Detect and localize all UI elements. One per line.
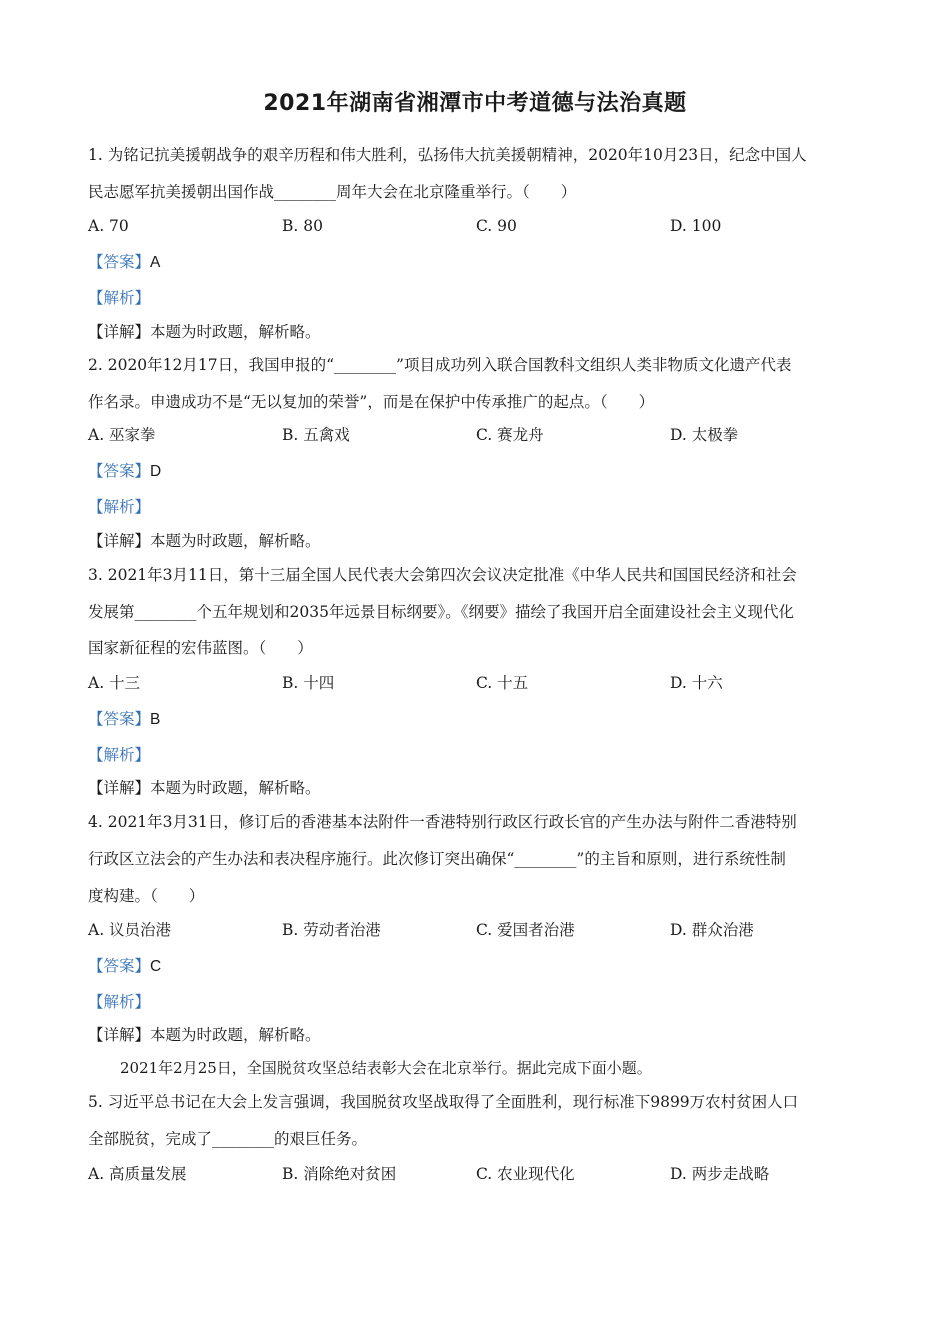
- question-5-option-a: A. 高质量发展: [88, 1165, 187, 1183]
- question-2-line-2: 作名录。申遗成功不是“无以复加的荣誉”，而是在保护中传承推广的起点。（ ）: [88, 393, 655, 411]
- question-3-analysis: [88, 745, 878, 765]
- detail-tag: 【详解】: [88, 779, 151, 797]
- question-2-option-c: C. 赛龙舟: [476, 426, 544, 444]
- question-3-option-c: C. 十五: [476, 674, 529, 692]
- question-4-option-b: B. 劳动者治港: [282, 921, 381, 939]
- question-1-analysis: [88, 288, 878, 308]
- question-3-line-3: 国家新征程的宏伟蓝图。（ ）: [88, 639, 313, 657]
- question-2-option-d: D. 太极拳: [670, 426, 739, 444]
- answer-tag: 【答案】: [88, 462, 151, 480]
- question-1-option-b: B. 80: [282, 217, 323, 235]
- question-5-option-b: B. 消除绝对贫困: [282, 1165, 397, 1183]
- question-5-option-d: D. 两步走战略: [670, 1165, 770, 1183]
- question-4-line-1: 4. 2021年3月31日，修订后的香港基本法附件一香港特别行政区行政长官的产生办法与附件二香港特别: [88, 813, 797, 831]
- analysis-tag: 【解析】: [88, 746, 151, 764]
- detail-tag: 【详解】: [88, 323, 151, 341]
- question-2-answer: [88, 461, 878, 482]
- answer-value: A: [150, 254, 161, 271]
- question-5-option-c: C. 农业现代化: [476, 1165, 575, 1183]
- analysis-tag: 【解析】: [88, 993, 151, 1011]
- question-4-detail: [88, 1025, 878, 1045]
- detail-text: 本题为时政题，解析略。: [150, 779, 321, 797]
- question-4-line-2: 行政区立法会的产生办法和表决程序施行。此次修订突出确保“________”的主旨和原则，进行系统性制: [88, 850, 786, 868]
- section-intro: 2021年2月25日，全国脱贫攻坚总结表彰大会在北京举行。据此完成下面小题。: [120, 1059, 652, 1077]
- analysis-tag: 【解析】: [88, 289, 151, 307]
- question-2-line-1: 2. 2020年12月17日，我国申报的“________”项目成功列入联合国教科文组织人类非物质文化遗产代表: [88, 356, 792, 374]
- question-4-line-3: 度构建。（ ）: [88, 887, 205, 905]
- question-3-option-b: B. 十四: [282, 674, 335, 692]
- question-4-answer: [88, 956, 878, 977]
- analysis-tag: 【解析】: [88, 498, 151, 516]
- detail-text: 本题为时政题，解析略。: [150, 532, 321, 550]
- answer-tag: 【答案】: [88, 253, 151, 271]
- question-2-analysis: [88, 497, 878, 517]
- question-5-line-1: 5. 习近平总书记在大会上发言强调，我国脱贫攻坚战取得了全面胜利，现行标准下9899万农村贫困人口: [88, 1093, 799, 1111]
- answer-tag: 【答案】: [88, 957, 151, 975]
- question-1-option-d: D. 100: [670, 217, 722, 235]
- question-1-option-c: C. 90: [476, 217, 517, 235]
- answer-value: C: [150, 958, 162, 975]
- question-1-detail: [88, 322, 878, 342]
- question-1-answer: [88, 252, 878, 273]
- question-3-line-1: 3. 2021年3月11日，第十三届全国人民代表大会第四次会议决定批准《中华人民共和国国民经济和社会: [88, 566, 797, 584]
- question-4-option-a: A. 议员治港: [88, 921, 172, 939]
- answer-value: B: [150, 711, 161, 728]
- question-4-option-d: D. 群众治港: [670, 921, 754, 939]
- question-1-option-a: A. 70: [88, 217, 129, 235]
- answer-tag: 【答案】: [88, 710, 151, 728]
- question-5-line-2: 全部脱贫，完成了________的艰巨任务。: [88, 1130, 368, 1148]
- detail-text: 本题为时政题，解析略。: [150, 1026, 321, 1044]
- question-3-option-d: D. 十六: [670, 674, 723, 692]
- question-1-line-2: 民志愿军抗美援朝出国作战________周年大会在北京隆重举行。（ ）: [88, 183, 577, 201]
- answer-value: D: [150, 463, 162, 480]
- question-2-detail: [88, 531, 878, 551]
- question-3-answer: [88, 709, 878, 730]
- detail-text: 本题为时政题，解析略。: [150, 323, 321, 341]
- page-title: 2021年湖南省湘潭市中考道德与法治真题: [263, 91, 687, 116]
- detail-tag: 【详解】: [88, 1026, 151, 1044]
- question-3-line-2: 发展第________个五年规划和2035年远景目标纲要》。《纲要》描绘了我国开启全面建设社会主义现代化: [88, 603, 794, 621]
- question-4-option-c: C. 爱国者治港: [476, 921, 575, 939]
- question-3-detail: [88, 778, 878, 798]
- question-1-line-1: 1. 为铭记抗美援朝战争的艰辛历程和伟大胜利，弘扬伟大抗美援朝精神，2020年10月23日，纪念中国人: [88, 146, 807, 164]
- question-3-option-a: A. 十三: [88, 674, 141, 692]
- question-2-option-b: B. 五禽戏: [282, 426, 350, 444]
- detail-tag: 【详解】: [88, 532, 151, 550]
- question-4-analysis: [88, 992, 878, 1012]
- question-2-option-a: A. 巫家拳: [88, 426, 156, 444]
